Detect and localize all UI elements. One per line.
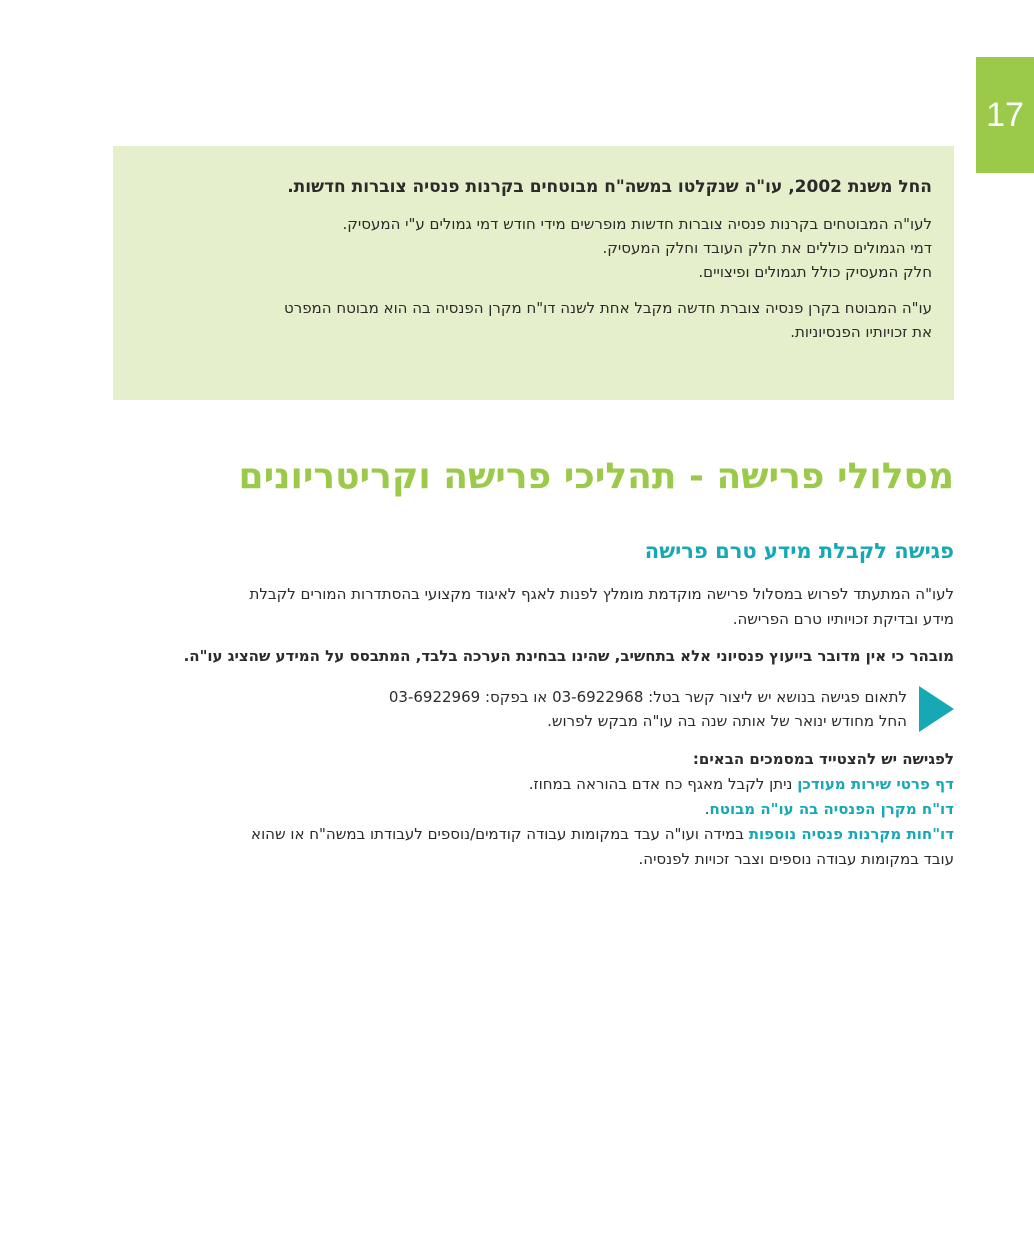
info-box bbox=[113, 146, 954, 400]
document-item bbox=[113, 772, 954, 797]
info-box-line: עו"ה המבוטח בקרן פנסיה צוברת חדשה מקבל אחת לשנה דו"ח מקרן הפנסיה בה הוא מבוטח המפרט bbox=[284, 299, 932, 317]
contact-note bbox=[113, 685, 954, 733]
contact-note-text bbox=[389, 685, 907, 733]
intro-line: לעו"ה המתעתד לפרוש במסלול פרישה מוקדמת מומלץ לפנות לאגף לאיגוד מקצועי בהסתדרות המורים לקבלת bbox=[249, 585, 954, 603]
document-item-text: . bbox=[704, 800, 710, 818]
main-title: מסלולי פרישה - תהליכי פרישה וקריטריונים bbox=[238, 456, 954, 497]
triangle-bullet-icon bbox=[919, 686, 954, 732]
info-box-line: חלק המעסיק כולל תגמולים ופיצויים. bbox=[698, 263, 932, 281]
document-item-text: ניתן לקבל מאגף כח אדם בהוראה במחוז. bbox=[528, 775, 798, 793]
info-box-heading: החל משנת 2002, עו"ה שנקלטו במשה"ח מבוטחים בקרנות פנסיה צוברות חדשות. bbox=[287, 177, 932, 197]
contact-line: לתאום פגישה בנושא יש ליצור קשר בטל: 03-6922968 או בפקס: 03-6922969 bbox=[388, 688, 907, 706]
page-number-tab bbox=[976, 57, 1034, 173]
documents-heading: לפגישה יש להצטייד במסמכים הבאים: bbox=[692, 750, 954, 768]
info-box-line: את זכויותיו הפנסיוניות. bbox=[790, 323, 932, 341]
intro-line: מידע ובדיקת זכויותיו טרם הפרישה. bbox=[732, 610, 954, 628]
info-box-line: לעו"ה המבוטחים בקרנות פנסיה צוברות חדשות מופרשים מידי חודש דמי גמולים ע"י המעסיק. bbox=[342, 215, 932, 233]
document-item bbox=[113, 822, 954, 847]
page-number: 17 bbox=[986, 95, 1024, 134]
info-box-line: דמי הגמולים כוללים את חלק העובד וחלק המעסיק. bbox=[602, 239, 932, 257]
section-subtitle: פגישה לקבלת מידע טרם פרישה bbox=[644, 539, 954, 563]
document-item-title: דו"ח מקרן הפנסיה בה עו"ה מבוטח bbox=[709, 800, 954, 818]
document-item-title: דו"חות מקרנות פנסיה נוספות bbox=[748, 825, 954, 843]
document-item-title: דף פרטי שירות מעודכן bbox=[797, 775, 954, 793]
disclaimer-text: מובהר כי אין מדובר בייעוץ פנסיוני אלא בתחשיב, שהינו בבחינת הערכה בלבד, המתבסס על המידע שהציג עו"ה. bbox=[183, 647, 954, 665]
document-item bbox=[113, 797, 954, 822]
document-item-text: במידה ועו"ה עבד במקומות עבודה קודמים/נוספים לעבודתו במשה"ח או שהוא bbox=[251, 825, 749, 843]
contact-line: החל מחודש ינואר של אותה שנה בה עו"ה מבקש לפרוש. bbox=[547, 712, 907, 730]
content-section bbox=[113, 536, 954, 872]
document-item-continuation: עובד במקומות עבודה נוספים וצבר זכויות לפנסיה. bbox=[638, 850, 954, 868]
